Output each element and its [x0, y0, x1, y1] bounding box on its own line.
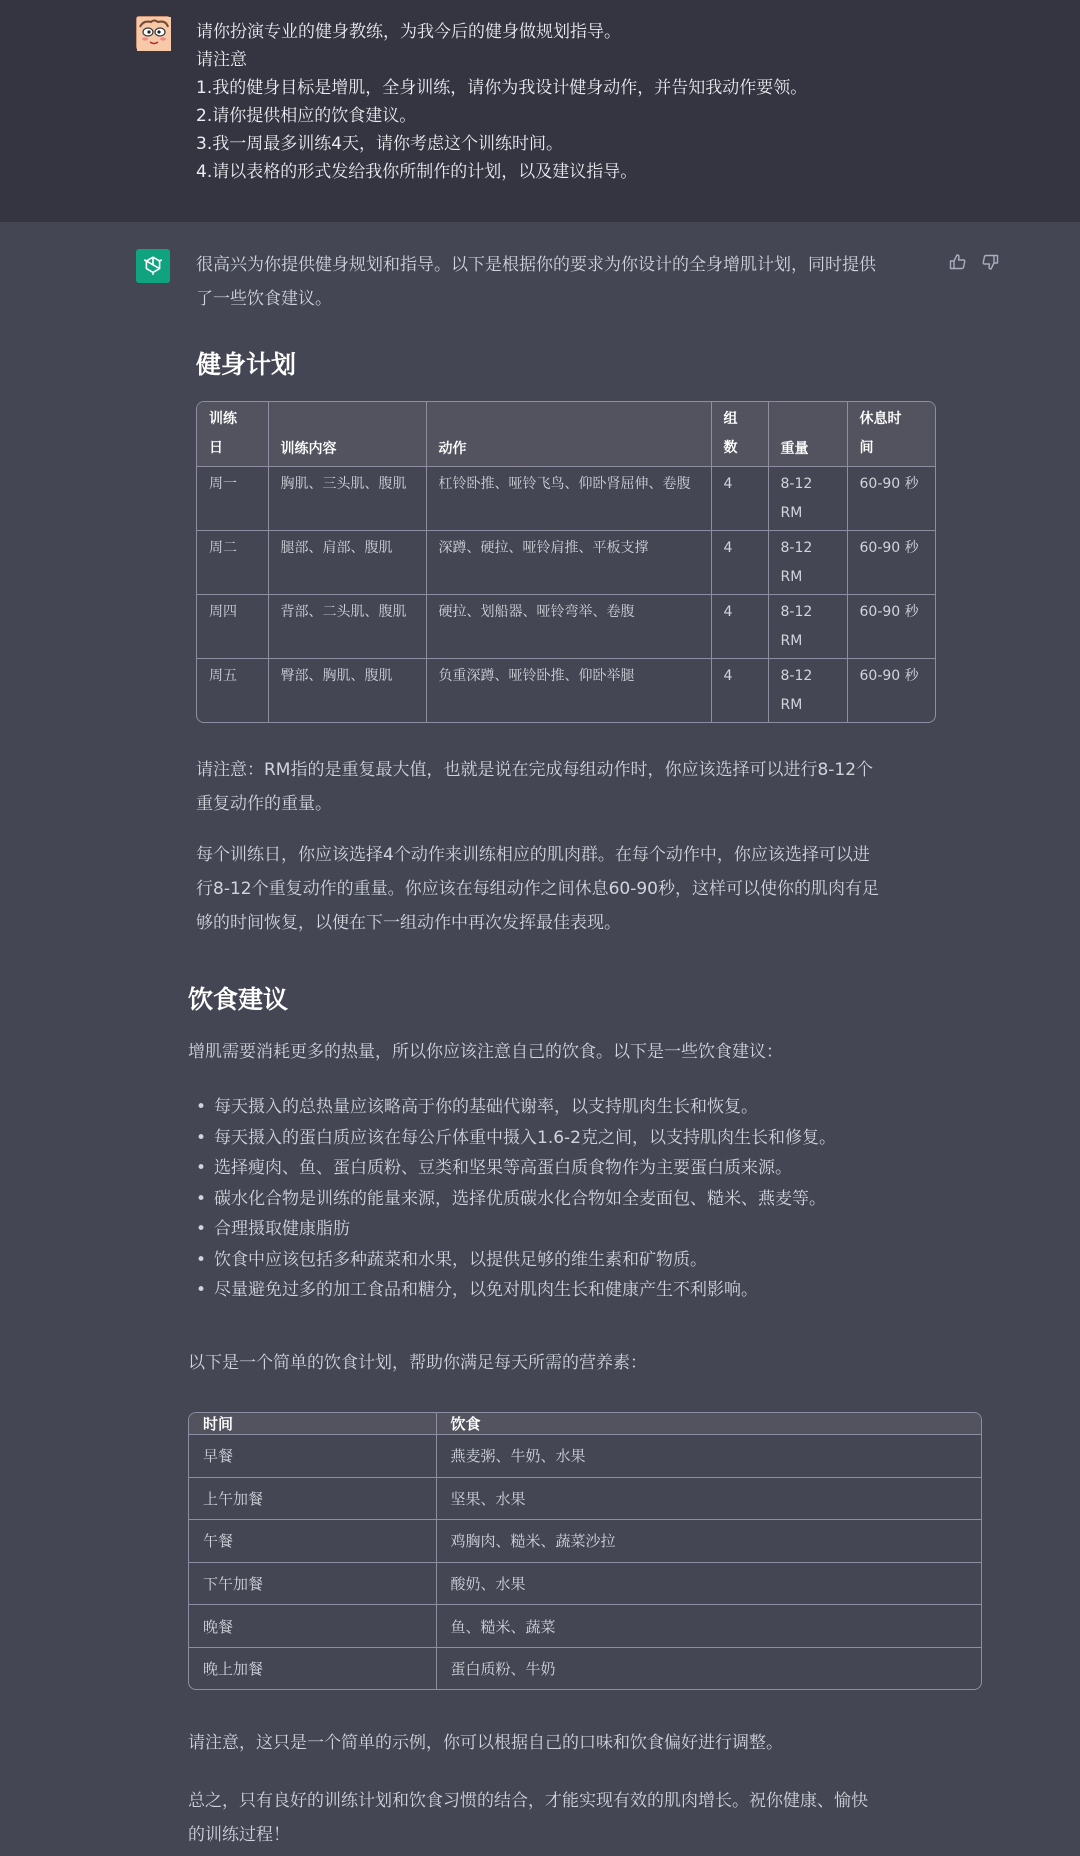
table-cell: 燕麦粥、牛奶、水果 — [436, 1435, 982, 1478]
workout-table — [196, 401, 936, 723]
table-row — [189, 1520, 982, 1563]
table-cell: 晚上加餐 — [189, 1647, 436, 1689]
user-line: 1.我的健身目标是增肌，全身训练，请你为我设计健身动作，并告知我动作要领。 — [196, 78, 808, 98]
table-cell: 周二 — [197, 530, 268, 594]
bullet-dot-icon: • — [196, 1158, 207, 1178]
user-line: 4.请以表格的形式发给我你所制作的计划，以及建议指导。 — [196, 162, 638, 182]
table-row — [189, 1605, 982, 1648]
bullet-dot-icon: • — [196, 1188, 207, 1209]
table-cell: 午餐 — [189, 1520, 436, 1563]
table-cell: 60-90 秒 — [847, 594, 936, 658]
table-header-row — [189, 1413, 982, 1435]
intro-line: 了一些饮食建议。 — [196, 289, 332, 309]
table-cell: 4 — [711, 658, 768, 722]
list-item — [196, 1092, 996, 1123]
table-cell: 坚果、水果 — [436, 1477, 982, 1520]
header-cell: 组 数 — [711, 402, 768, 466]
table-cell: 胸肌、三头肌、腹肌 — [268, 466, 426, 530]
table-row — [197, 658, 936, 722]
table-cell: 8-12 RM — [768, 658, 847, 722]
table-cell: 早餐 — [189, 1435, 436, 1478]
table-cell: 蛋白质粉、牛奶 — [450, 1659, 556, 1678]
rm-note-line: 请注意：RM指的是重复最大值，也就是说在完成每组动作时，你应该选择可以进行8-12个 — [196, 760, 874, 780]
bullet-dot-icon: • — [196, 1249, 207, 1270]
list-item — [196, 1123, 996, 1154]
rm-note — [196, 753, 956, 821]
rm-note-line: 重复动作的重量。 — [196, 794, 332, 814]
table-row — [197, 594, 936, 658]
conclusion-line: 的训练过程！ — [188, 1825, 290, 1845]
table-cell: 臀部、胸肌、腹肌 — [268, 658, 426, 722]
list-item-text: 合理摄取健康脂肪 — [214, 1219, 350, 1239]
plan-heading: 健身计划 — [196, 350, 297, 379]
list-item-text: 选择瘦肉、鱼、蛋白质粉、豆类和坚果等高蛋白质食物作为主要蛋白质来源。 — [214, 1158, 792, 1178]
advice-line: 每个训练日，你应该选择4个动作来训练相应的肌肉群。在每个动作中，你应该选择可以进 — [196, 845, 870, 865]
openai-logo-icon — [136, 249, 170, 283]
assistant-intro — [196, 248, 936, 316]
table-cell: 周五 — [197, 658, 268, 722]
table-cell: 60-90 秒 — [859, 667, 919, 684]
table-cell: 4 — [711, 594, 768, 658]
table-row — [189, 1477, 982, 1520]
user-face-icon — [136, 16, 170, 50]
list-item — [196, 1214, 996, 1245]
table-header-row — [197, 402, 936, 466]
table-cell: 负重深蹲、哑铃卧推、仰卧举腿 — [426, 658, 711, 722]
table-row — [189, 1647, 982, 1689]
header-cell: 时间 — [189, 1413, 436, 1435]
thumbs-down-icon[interactable] — [980, 252, 1000, 272]
table-cell: 鱼、糙米、蔬菜 — [436, 1605, 982, 1648]
table-cell: 60-90 秒 — [847, 530, 936, 594]
list-item-text: 尽量避免过多的加工食品和糖分，以免对肌肉生长和健康产生不利影响。 — [214, 1280, 758, 1300]
table-row — [197, 466, 936, 530]
user-line: 3.我一周最多训练4天，请你考虑这个训练时间。 — [196, 134, 564, 154]
user-line: 请你扮演专业的健身教练，为我今后的健身做规划指导。 — [196, 22, 621, 42]
diet-intro: 增肌需要消耗更多的热量，所以你应该注意自己的饮食。以下是一些饮食建议： — [188, 1042, 783, 1062]
bullet-dot-icon: • — [196, 1127, 207, 1148]
bullet-dot-icon: • — [196, 1219, 207, 1239]
header-cell: 训练内容 — [268, 402, 426, 466]
conclusion — [188, 1784, 988, 1852]
diet-bullet-list — [196, 1092, 996, 1306]
bullet-dot-icon: • — [196, 1280, 207, 1300]
table-cell: 腿部、肩部、腹肌 — [268, 530, 426, 594]
advice-line: 行8-12个重复动作的重量。你应该在每组动作之间休息60-90秒，这样可以使你的肌肉有足 — [196, 879, 879, 899]
intro-line: 很高兴为你提供健身规划和指导。以下是根据你的要求为你设计的全身增肌计划，同时提供 — [196, 255, 876, 275]
user-line: 2.请你提供相应的饮食建议。 — [196, 106, 417, 126]
list-item-text: 每天摄入的总热量应该略高于你的基础代谢率，以支持肌肉生长和恢复。 — [214, 1097, 758, 1117]
header-cell: 重量 — [768, 402, 847, 466]
list-item-text: 饮食中应该包括多种蔬菜和水果，以提供足够的维生素和矿物质。 — [214, 1249, 707, 1270]
diet-heading: 饮食建议 — [188, 985, 289, 1014]
table-cell: 8-12 RM — [768, 594, 847, 658]
conclusion-line: 总之，只有良好的训练计划和饮食习惯的结合，才能实现有效的肌肉增长。祝你健康、愉快 — [188, 1791, 868, 1811]
meal-table — [188, 1412, 982, 1690]
table-cell: 周一 — [197, 466, 268, 530]
header-cell: 动作 — [426, 402, 711, 466]
table-cell: 鸡胸肉、糙米、蔬菜沙拉 — [436, 1520, 982, 1563]
table-cell: 上午加餐 — [189, 1477, 436, 1520]
list-item — [196, 1245, 996, 1276]
thumbs-up-icon[interactable] — [948, 252, 968, 272]
example-note: 请注意，这只是一个简单的示例，你可以根据自己的口味和饮食偏好进行调整。 — [188, 1733, 783, 1753]
table-row — [189, 1562, 982, 1605]
table-cell: 杠铃卧推、哑铃飞鸟、仰卧肾屈伸、卷腹 — [426, 466, 711, 530]
advice-line: 够的时间恢复，以便在下一组动作中再次发挥最佳表现。 — [196, 913, 621, 933]
bullet-dot-icon: • — [196, 1097, 207, 1117]
list-item-text: 碳水化合物是训练的能量来源，选择优质碳水化合物如全麦面包、糙米、燕麦等。 — [214, 1188, 826, 1209]
table-cell: 硬拉、划船器、哑铃弯举、卷腹 — [426, 594, 711, 658]
user-message-text — [196, 18, 976, 186]
list-item — [196, 1184, 996, 1215]
table-cell: 背部、二头肌、腹肌 — [268, 594, 426, 658]
table-row — [189, 1435, 982, 1478]
table-row — [197, 530, 936, 594]
table-cell: 8-12 RM — [768, 466, 847, 530]
table-cell: 4 — [711, 530, 768, 594]
table-cell: 酸奶、水果 — [436, 1562, 982, 1605]
header-cell: 饮食 — [436, 1413, 982, 1435]
table-cell: 下午加餐 — [189, 1562, 436, 1605]
list-item — [196, 1275, 996, 1306]
list-item — [196, 1153, 996, 1184]
user-line: 请注意 — [196, 50, 247, 70]
training-advice — [196, 838, 956, 940]
table-cell: 晚餐 — [189, 1605, 436, 1648]
list-item-text: 每天摄入的蛋白质应该在每公斤体重中摄入1.6-2克之间，以支持肌肉生长和修复。 — [214, 1127, 836, 1148]
table-cell: 4 — [711, 466, 768, 530]
table-cell: 8-12 RM — [768, 530, 847, 594]
table-cell: 60-90 秒 — [847, 466, 936, 530]
meal-intro: 以下是一个简单的饮食计划，帮助你满足每天所需的营养素： — [188, 1353, 647, 1373]
user-message-row — [0, 0, 1080, 222]
header-cell: 休息时 间 — [847, 402, 936, 466]
header-cell: 训练 日 — [197, 402, 268, 466]
table-cell: 深蹲、硬拉、哑铃肩推、平板支撑 — [426, 530, 711, 594]
table-cell: 周四 — [197, 594, 268, 658]
